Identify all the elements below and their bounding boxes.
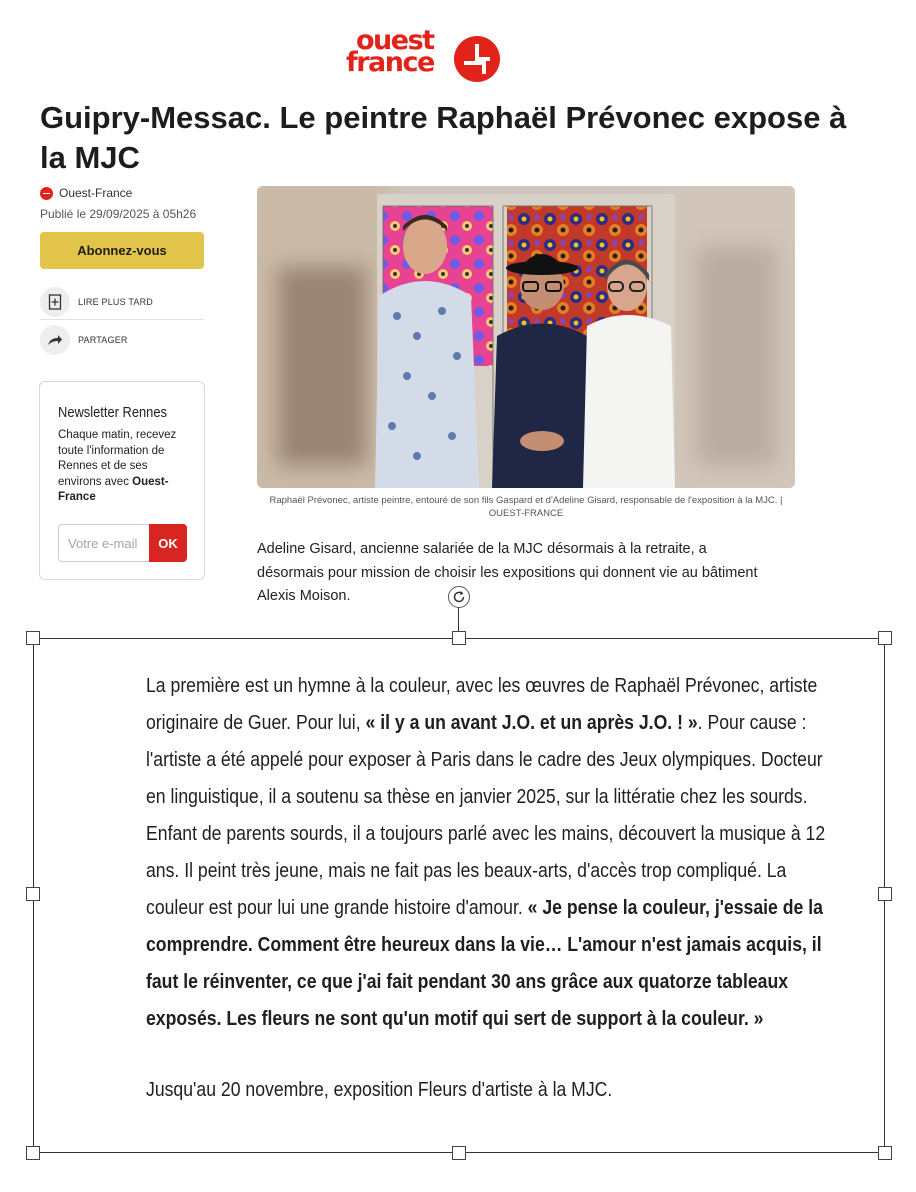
logo-line-2: france (346, 47, 434, 78)
resize-handle-top[interactable] (452, 631, 466, 645)
share-label: PARTAGER (78, 335, 128, 345)
read-later-label: LIRE PLUS TARD (78, 297, 153, 307)
newsletter-ok-button[interactable]: OK (149, 524, 187, 562)
source-name: Ouest-France (59, 186, 133, 200)
article-title: Guipry-Messac. Le peintre Raphaël Prévonec expose à la MJC (40, 100, 847, 175)
share-button[interactable] (40, 324, 204, 356)
ouest-france-logo[interactable] (346, 25, 506, 84)
subscribe-button[interactable]: Abonnez-vous (40, 232, 204, 269)
resize-handle-bottom-left[interactable] (26, 1146, 40, 1160)
article-source (40, 186, 132, 200)
resize-handle-bottom-right[interactable] (878, 1146, 892, 1160)
bookmark-add-icon (40, 287, 70, 317)
photo-caption: Raphaël Prévonec, artiste peintre, entouré de son fils Gaspard et d'Adeline Gisard, responsable de l'exposition à la MJC. | OUEST-FRANCE (269, 495, 783, 519)
source-logo-icon (40, 187, 53, 200)
logo-wordmark (346, 25, 434, 78)
resize-handle-top-right[interactable] (878, 631, 892, 645)
article-body-paragraph: La première est un hymne à la couleur, avec les œuvres de Raphaël Prévonec, artiste originaire de Guer. Pour lui, « il y a un avant J.O. et un après J.O. ! ». Pour cause : l'artiste a été appelé pour exposer à Paris dans le cadre des Jeux olympiques. Docteur en linguistique, il a soutenu sa thèse en janvier 2025, sur la littératie chez les sourds. Enfant de parents sourds, il a toujours parlé avec les mains, découvert la musique à 12 ans. Il peint très jeune, mais ne fait pas les beaux-arts, d'accès trop compliqué. La couleur est pour lui une grande histoire d'amour. « Je pense la couleur, j'essaie de la comprendre. Comment être heureux dans la vie… L'amour n'est jamais acquis, il faut le réinventer, ce que j'ai fait pendant 30 ans grâce aux quatorze tableaux exposés. Les fleurs ne sont qu'un motif qui sert de support à la couleur. » (146, 674, 826, 1030)
share-arrow-icon (40, 325, 70, 355)
intro-paragraph: Adeline Gisard, ancienne salariée de la MJC désormais à la retraite, a désormais pour mission de choisir les expositions qui donnent vie au bâtiment Alexis Moison. (257, 541, 758, 604)
resize-handle-right[interactable] (878, 887, 892, 901)
resize-handle-left[interactable] (26, 887, 40, 901)
newsletter-title: Newsletter Rennes (58, 404, 167, 421)
article-photo (257, 186, 795, 488)
resize-handle-top-left[interactable] (26, 631, 40, 645)
resize-handle-bottom[interactable] (452, 1146, 466, 1160)
rotate-connector (458, 607, 459, 634)
logo-line-1: ouest (356, 25, 434, 56)
newsletter-description: Chaque matin, recevez toute l'information de Rennes et de ses environs avec Ouest-France (58, 429, 177, 503)
publish-date: Publié le 29/09/2025 à 05h26 (40, 207, 197, 221)
read-later-button[interactable] (40, 286, 204, 318)
newsletter-email-input[interactable] (58, 524, 150, 562)
newsletter-box (39, 381, 205, 580)
sidebar-divider (40, 319, 204, 320)
closing-paragraph: Jusqu'au 20 novembre, exposition Fleurs d'artiste à la MJC. (146, 1078, 613, 1101)
rotate-handle-icon[interactable] (448, 586, 470, 608)
logo-emblem-icon (454, 36, 500, 82)
